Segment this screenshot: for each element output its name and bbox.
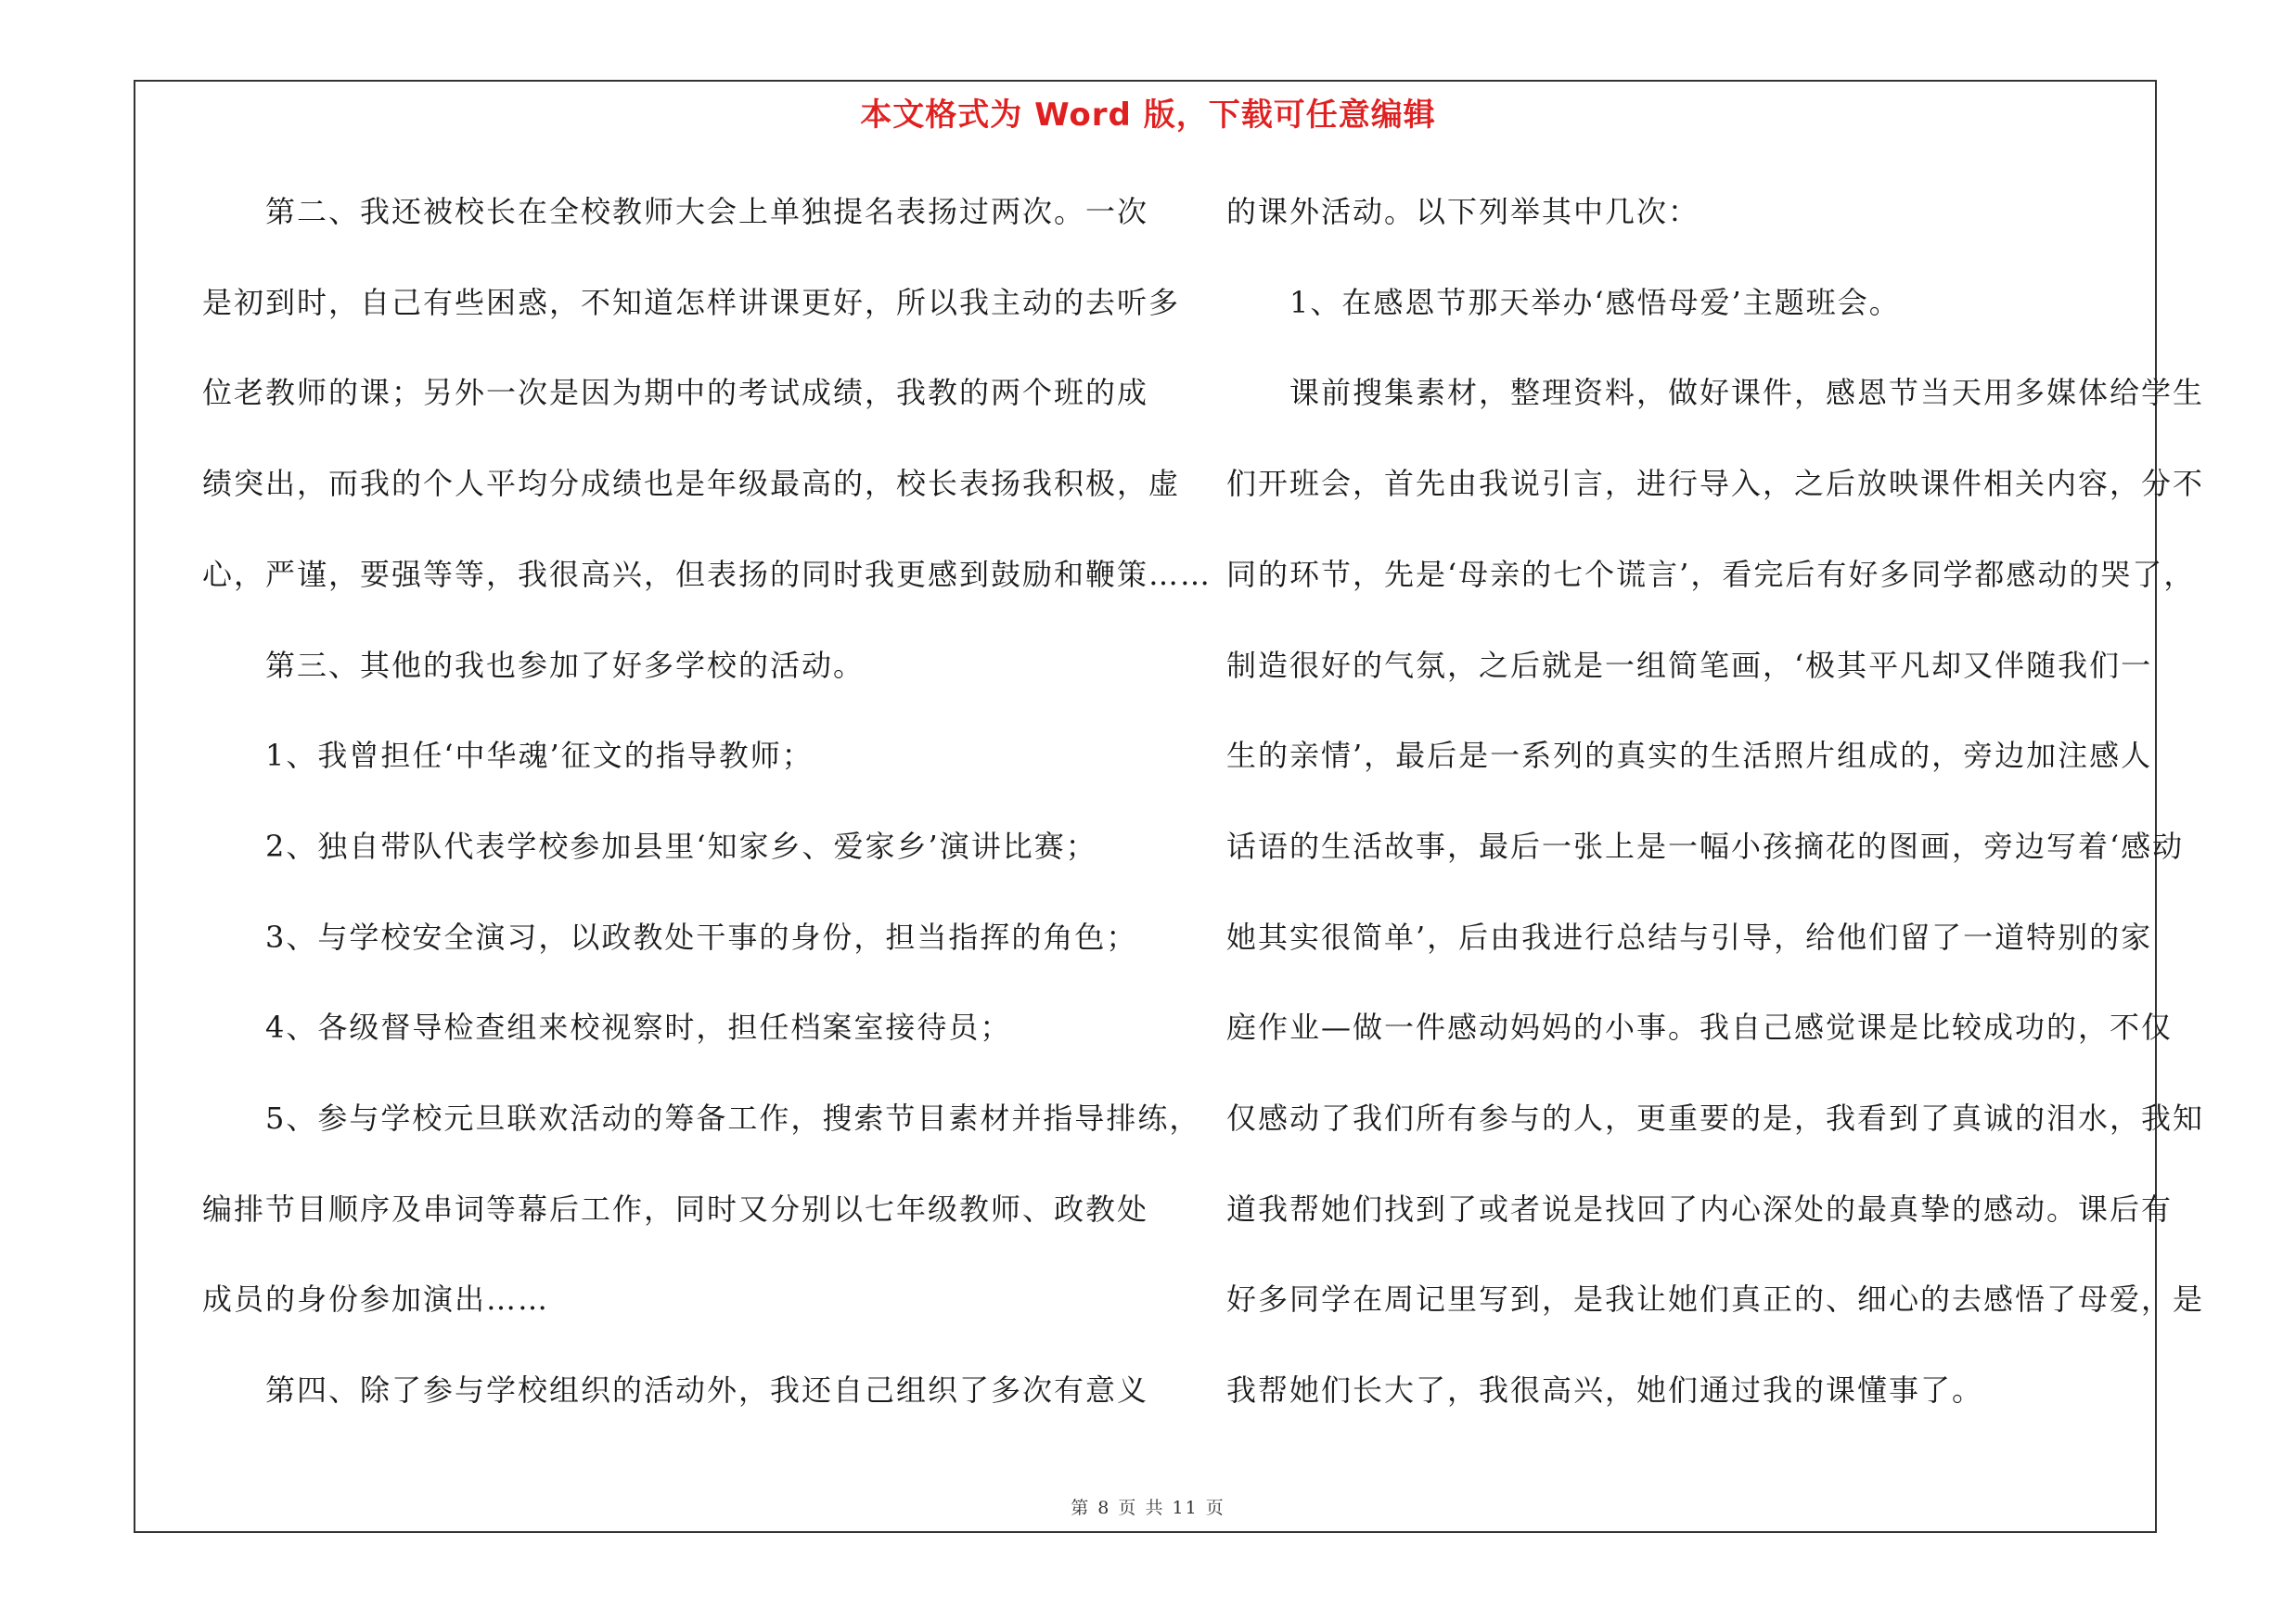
left-column-line: 位老教师的课；另外一次是因为期中的考试成绩，我教的两个班的成 [202, 375, 1149, 411]
left-column-line: 绩突出，而我的个人平均分成绩也是年级最高的，校长表扬我积极，虚 [202, 466, 1181, 502]
left-column-line: 心，严谨，要强等等，我很高兴，但表扬的同时我更感到鼓励和鞭策…… [202, 556, 1212, 592]
left-column-line: 编排节目顺序及串词等幕后工作，同时又分别以七年级教师、政教处 [202, 1191, 1149, 1227]
left-column-line: 第四、除了参与学校组织的活动外，我还自己组织了多次有意义 [202, 1372, 1149, 1409]
left-column-line: 2、独自带队代表学校参加县里‘知家乡、爱家乡’演讲比赛； [202, 828, 1097, 864]
right-column-line: 她其实很简单’，后由我进行总结与引导，给他们留了一道特别的家 [1226, 919, 2153, 955]
left-column-line: 4、各级督导检查组来校视察时，担任档案室接待员； [202, 1010, 1012, 1046]
right-column-line: 同的环节，先是‘母亲的七个谎言’，看完后有好多同学都感动的哭了， [1226, 556, 2196, 592]
right-column-line: 制造很好的气氛，之后就是一组简笔画，‘极其平凡却又伴随我们一 [1226, 647, 2153, 683]
right-column-line: 好多同学在周记里写到，是我让她们真正的、细心的去感悟了母爱，是 [1226, 1282, 2205, 1318]
right-column-line: 1、在感恩节那天举办‘感悟母爱’主题班会。 [1226, 284, 1901, 320]
page-number-footer: 第 8 页 共 11 页 [1071, 1498, 1225, 1518]
left-column-line: 成员的身份参加演出…… [202, 1282, 550, 1318]
right-column-line: 我帮她们长大了，我很高兴，她们通过我的课懂事了。 [1226, 1372, 1984, 1409]
left-column-line: 5、参与学校元旦联欢活动的筹备工作，搜索节目素材并指导排练， [202, 1101, 1201, 1136]
left-column-line: 是初到时，自己有些困惑，不知道怎样讲课更好，所以我主动的去听多 [202, 284, 1181, 320]
right-column-line: 庭作业—做一件感动妈妈的小事。我自己感觉课是比较成功的，不仅 [1226, 1010, 2174, 1046]
left-column-line: 3、与学校安全演习，以政教处干事的身份，担当指挥的角色； [202, 919, 1138, 955]
right-column-line: 的课外活动。以下列举其中几次： [1226, 194, 1700, 229]
right-column-line: 们开班会，首先由我说引言，进行导入，之后放映课件相关内容，分不 [1226, 466, 2205, 502]
right-column-line: 仅感动了我们所有参与的人，更重要的是，我看到了真诚的泪水，我知 [1226, 1101, 2205, 1136]
right-column-line: 课前搜集素材，整理资料，做好课件，感恩节当天用多媒体给学生 [1226, 375, 2205, 411]
right-column-line: 道我帮她们找到了或者说是找回了内心深处的最真挚的感动。课后有 [1226, 1191, 2174, 1227]
right-column-line: 生的亲情’，最后是一系列的真实的生活照片组成的，旁边加注感人 [1226, 738, 2153, 774]
left-column-line: 第二、我还被校长在全校教师大会上单独提名表扬过两次。一次 [202, 194, 1149, 229]
left-column-line: 1、我曾担任‘中华魂’征文的指导教师； [202, 738, 814, 774]
right-column-line: 话语的生活故事，最后一张上是一幅小孩摘花的图画，旁边写着‘感动 [1226, 828, 2185, 864]
format-banner: 本文格式为 Word 版，下载可任意编辑 [860, 97, 1436, 134]
left-column-line: 第三、其他的我也参加了好多学校的活动。 [202, 647, 866, 683]
